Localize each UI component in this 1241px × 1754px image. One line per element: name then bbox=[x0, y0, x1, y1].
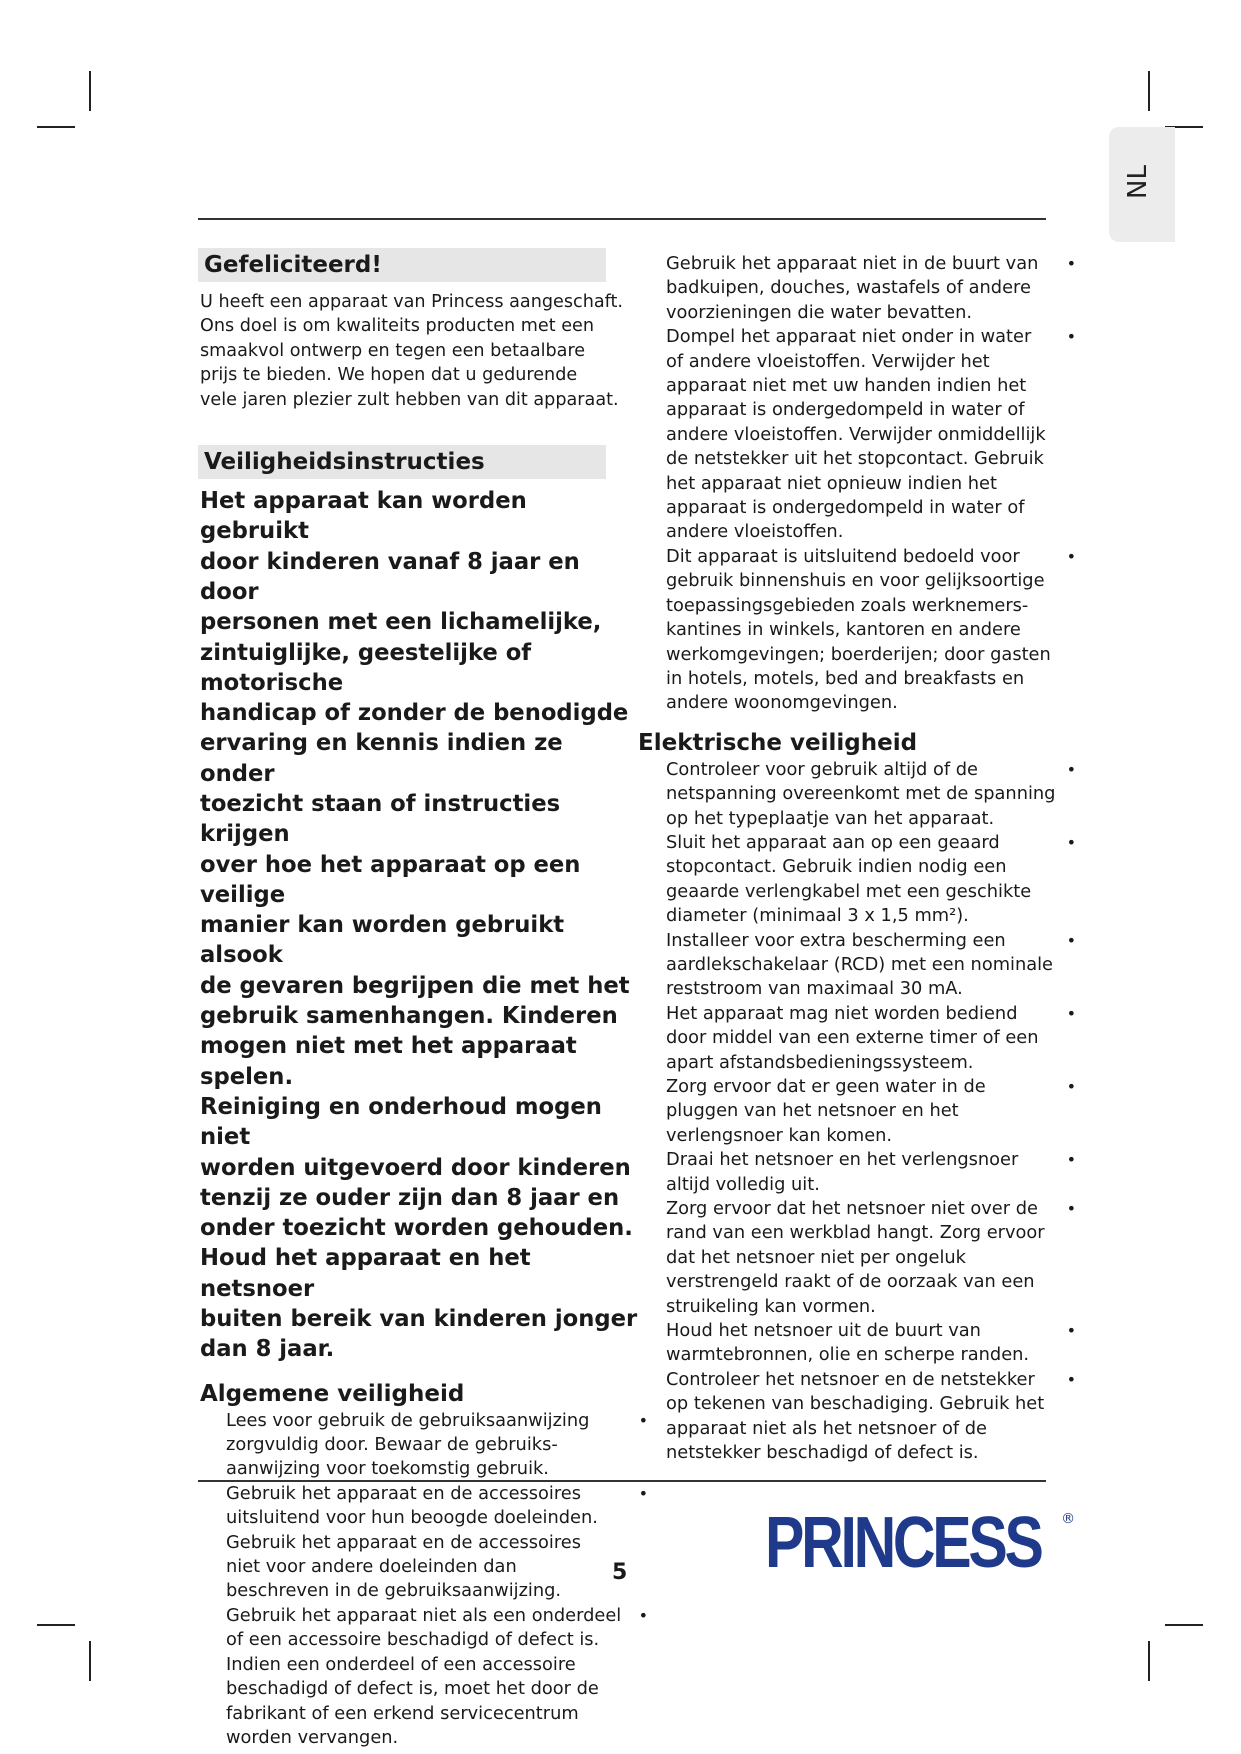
bullet-icon: • bbox=[1066, 1003, 1076, 1023]
item-line: beschreven in de gebruiksaanwijzing. bbox=[226, 1580, 562, 1602]
left-column bbox=[198, 248, 648, 1750]
item-line: Controleer voor gebruik altijd of de bbox=[666, 758, 978, 780]
list-item bbox=[666, 1319, 1076, 1368]
bullet-icon: • bbox=[1066, 254, 1076, 273]
list-item bbox=[226, 1482, 648, 1604]
item-line: Zorg ervoor dat er geen water in de bbox=[666, 1076, 986, 1097]
item-line: netspanning overeenkomt met de spanning bbox=[666, 783, 1056, 805]
text-line: prijs te bieden. We hopen dat u gedurende bbox=[200, 365, 578, 386]
item-line: Installeer voor extra bescherming een bbox=[666, 929, 1006, 951]
item-line: geaarde verlengkabel met een geschikte bbox=[666, 880, 1032, 902]
warning-line: personen met een lichamelijke, bbox=[200, 609, 602, 636]
bullet-icon: • bbox=[1066, 1077, 1076, 1096]
general-safety-list-continued bbox=[666, 252, 1076, 716]
warning-line: dan 8 jaar. bbox=[200, 1336, 335, 1363]
bullet-icon: • bbox=[1066, 930, 1076, 950]
safety-warning bbox=[200, 486, 640, 1365]
brand-name: PRINCESS bbox=[765, 1503, 1041, 1583]
item-line: Zorg ervoor dat het netsnoer niet over de bbox=[666, 1198, 1038, 1220]
item-line: kantines in winkels, kantoren en andere bbox=[666, 619, 1021, 641]
bullet-icon: • bbox=[1066, 759, 1076, 779]
general-safety-list bbox=[226, 1409, 648, 1751]
item-line: Sluit het apparaat aan op een geaard bbox=[666, 831, 1000, 853]
warning-line: Het apparaat kan worden gebruikt bbox=[200, 488, 527, 545]
bullet-icon: • bbox=[638, 1605, 648, 1625]
item-line: aardlekschakelaar (RCD) met een nominale bbox=[666, 953, 1054, 975]
item-line: rand van een werkblad hangt. Zorg ervoor bbox=[666, 1222, 1045, 1244]
general-safety-heading: Algemene veiligheid bbox=[200, 1380, 465, 1407]
crop-mark bbox=[1148, 71, 1150, 111]
item-line: apparaat is ondergedompeld in water of bbox=[666, 497, 1025, 519]
item-line: stopcontact. Gebruik indien nodig een bbox=[666, 856, 1007, 878]
crop-mark bbox=[1148, 1641, 1150, 1681]
bullet-icon: • bbox=[638, 1483, 648, 1503]
warning-line: onder toezicht worden gehouden. bbox=[200, 1215, 633, 1242]
item-line: Controleer het netsnoer en de netstekker bbox=[666, 1368, 1035, 1390]
list-item bbox=[666, 1368, 1076, 1466]
item-line: pluggen van het netsnoer en het bbox=[666, 1100, 959, 1122]
crop-mark bbox=[89, 71, 91, 111]
warning-line: handicap of zonder de benodigde bbox=[200, 700, 629, 727]
warning-line: worden uitgevoerd door kinderen bbox=[200, 1154, 631, 1181]
item-line: Houd het netsnoer uit de buurt van bbox=[666, 1320, 981, 1342]
item-line: Gebruik het apparaat niet als een onderdeel bbox=[226, 1604, 622, 1626]
item-line: gebruik binnenshuis en voor gelijksoortige bbox=[666, 570, 1045, 592]
item-line: voorzieningen die water bevatten. bbox=[666, 301, 973, 323]
language-tab bbox=[1109, 127, 1175, 242]
item-line: Gebruik het apparaat niet in de buurt van bbox=[666, 253, 1039, 274]
text-line: smaakvol ontwerp en tegen een betaalbare bbox=[200, 340, 586, 361]
item-line: apparaat niet met uw handen indien het bbox=[666, 375, 1027, 397]
item-line: netstekker beschadigd of defect is. bbox=[666, 1442, 979, 1464]
item-line: zorgvuldig door. Bewaar de gebruiks- bbox=[226, 1434, 558, 1456]
bullet-icon: • bbox=[1066, 1199, 1076, 1219]
crop-mark bbox=[89, 1641, 91, 1681]
warning-line: gebruik samenhangen. Kinderen bbox=[200, 1003, 618, 1030]
item-line: Draai het netsnoer en het verlengsnoer bbox=[666, 1149, 1019, 1171]
bullet-icon: • bbox=[1066, 546, 1076, 566]
item-line: op tekenen van beschadiging. Gebruik het bbox=[666, 1393, 1045, 1415]
bullet-icon: • bbox=[1066, 1150, 1076, 1170]
warning-line: ervaring en kennis indien ze onder bbox=[200, 730, 563, 787]
warning-line: mogen niet met het apparaat spelen. bbox=[200, 1033, 577, 1090]
warning-line: toezicht staan of instructies krijgen bbox=[200, 791, 561, 848]
item-line: verlengsnoer kan komen. bbox=[666, 1124, 893, 1146]
warning-line: Reiniging en onderhoud mogen niet bbox=[200, 1093, 602, 1151]
language-label: NL bbox=[1122, 165, 1153, 199]
warning-line: over hoe het apparaat op een veilige bbox=[200, 851, 581, 908]
list-item bbox=[666, 252, 1076, 325]
item-line: of een accessoire beschadigd of defect is. bbox=[226, 1629, 600, 1651]
item-line: aanwijzing voor toekomstig gebruik. bbox=[226, 1458, 549, 1480]
item-line: Gebruik het apparaat en de accessoires bbox=[226, 1531, 581, 1553]
crop-mark bbox=[37, 1624, 75, 1626]
item-line: Dompel het apparaat niet onder in water bbox=[666, 326, 1032, 348]
item-line: uitsluitend voor hun beoogde doeleinden. bbox=[226, 1507, 598, 1529]
item-line: reststroom van maximaal 30 mA. bbox=[666, 978, 963, 1000]
item-line: niet voor andere doeleinden dan bbox=[226, 1556, 517, 1578]
item-line: struikeling kan vormen. bbox=[666, 1295, 876, 1317]
list-item bbox=[666, 1148, 1076, 1197]
item-line: andere woonomgevingen. bbox=[666, 692, 898, 714]
bullet-icon: • bbox=[1066, 1369, 1076, 1389]
warning-line: door kinderen vanaf 8 jaar en door bbox=[200, 548, 580, 605]
item-line: worden vervangen. bbox=[226, 1726, 399, 1748]
warning-line: buiten bereik van kinderen jonger bbox=[200, 1306, 638, 1333]
item-line: in hotels, motels, bed and breakfasts en bbox=[666, 667, 1025, 689]
item-line: werkomgevingen; boerderijen; door gasten bbox=[666, 643, 1051, 665]
electrical-safety-list bbox=[666, 758, 1076, 1466]
crop-mark bbox=[1165, 1624, 1203, 1626]
top-rule bbox=[198, 218, 1046, 220]
bullet-icon: • bbox=[1066, 832, 1076, 852]
list-item bbox=[666, 758, 1076, 831]
congrats-heading: Gefeliciteerd! bbox=[198, 248, 606, 282]
item-line: andere vloeistoffen. Verwijder onmiddellijk bbox=[666, 423, 1046, 445]
item-line: of andere vloeistoffen. Verwijder het bbox=[666, 350, 990, 372]
item-line: toepassingsgebieden zoals werknemers- bbox=[666, 594, 1029, 616]
item-line: de netstekker uit het stopcontact. Gebruik bbox=[666, 448, 1044, 470]
warning-line: de gevaren begrijpen die met het bbox=[200, 972, 630, 999]
item-line: Gebruik het apparaat en de accessoires bbox=[226, 1482, 581, 1504]
bullet-icon: • bbox=[1066, 1321, 1076, 1341]
item-line: fabrikant of een erkend servicecentrum bbox=[226, 1702, 579, 1724]
warning-line: manier kan worden gebruikt alsook bbox=[200, 912, 565, 969]
list-item bbox=[226, 1409, 648, 1482]
bullet-icon: • bbox=[1066, 327, 1076, 347]
item-line: apparaat niet als het netsnoer of de bbox=[666, 1417, 987, 1439]
list-item bbox=[226, 1604, 648, 1750]
congrats-text bbox=[200, 290, 640, 412]
warning-line: zintuiglijke, geestelijke of motorische bbox=[200, 639, 532, 696]
item-line: Lees voor gebruik de gebruiksaanwijzing bbox=[226, 1409, 590, 1431]
page-number: 5 bbox=[612, 1560, 628, 1585]
item-line: andere vloeistoffen. bbox=[666, 521, 844, 543]
bullet-icon: • bbox=[638, 1410, 648, 1430]
crop-mark bbox=[37, 126, 75, 128]
item-line: op het typeplaatje van het apparaat. bbox=[666, 807, 995, 829]
item-line: warmtebronnen, olie en scherpe randen. bbox=[666, 1344, 1030, 1366]
item-line: Indien een onderdeel of een accessoire bbox=[226, 1653, 576, 1675]
right-column bbox=[638, 252, 1076, 1466]
warning-line: Houd het apparaat en het netsnoer bbox=[200, 1245, 531, 1302]
warning-line: tenzij ze ouder zijn dan 8 jaar en bbox=[200, 1184, 620, 1211]
item-line: badkuipen, douches, wastafels of andere bbox=[666, 277, 1031, 299]
safety-heading: Veiligheidsinstructies bbox=[198, 445, 606, 479]
item-line: Het apparaat mag niet worden bediend bbox=[666, 1002, 1018, 1024]
item-line: Dit apparaat is uitsluitend bedoeld voor bbox=[666, 545, 1020, 567]
item-line: diameter (minimaal 3 x 1,5 mm²). bbox=[666, 905, 969, 927]
list-item bbox=[666, 325, 1076, 545]
text-line: vele jaren plezier zult hebben van dit apparaat. bbox=[200, 389, 619, 410]
item-line: door middel van een externe timer of een bbox=[666, 1027, 1039, 1049]
list-item bbox=[666, 1002, 1076, 1075]
item-line: beschadigd of defect is, moet het door de bbox=[226, 1678, 599, 1700]
item-line: het apparaat niet opnieuw indien het bbox=[666, 472, 997, 494]
item-line: altijd volledig uit. bbox=[666, 1173, 820, 1195]
item-line: apparaat is ondergedompeld in water of bbox=[666, 399, 1025, 421]
electrical-safety-heading: Elektrische veiligheid bbox=[638, 729, 918, 756]
list-item bbox=[666, 1075, 1076, 1148]
item-line: verstrengeld raakt of de oorzaak van een bbox=[666, 1271, 1035, 1293]
registered-mark-icon: ® bbox=[1061, 1511, 1076, 1527]
text-line: Ons doel is om kwaliteits producten met een bbox=[200, 316, 595, 337]
item-line: dat het netsnoer niet per ongeluk bbox=[666, 1246, 966, 1268]
list-item bbox=[666, 1197, 1076, 1319]
list-item bbox=[666, 545, 1076, 716]
item-line: apart afstandsbedieningssysteem. bbox=[666, 1051, 974, 1073]
list-item bbox=[666, 929, 1076, 1002]
text-line: U heeft een apparaat van Princess aangeschaft. bbox=[200, 292, 624, 312]
princess-logo bbox=[763, 1503, 1076, 1583]
list-item bbox=[666, 831, 1076, 929]
